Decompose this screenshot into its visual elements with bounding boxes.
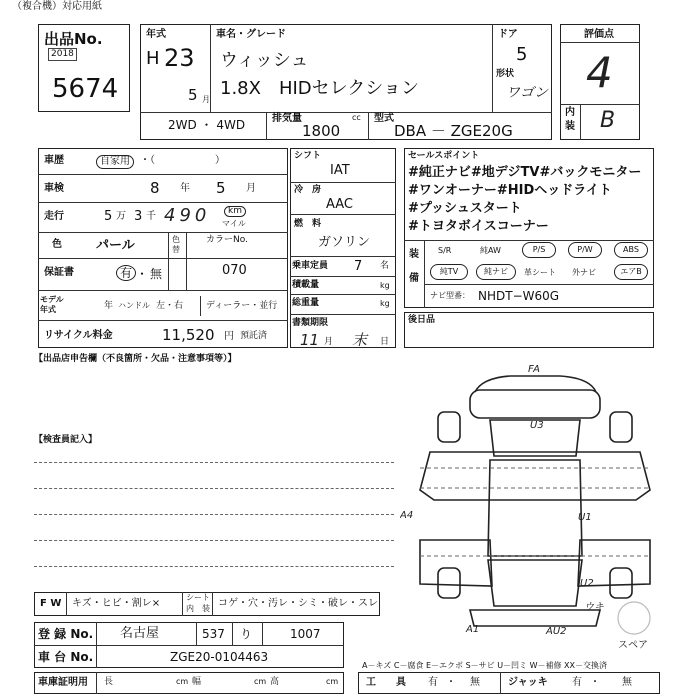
warranty-dot: ・ xyxy=(136,267,149,281)
fw-sheet-1: シート xyxy=(186,593,210,602)
color-change-label-1: 色 xyxy=(172,235,180,244)
handle-label: ハンドル xyxy=(118,301,150,310)
model-grade: 1.8X HIDセレクション xyxy=(220,78,419,99)
shift-value: IAT xyxy=(330,163,350,178)
mileage-sen: 3 xyxy=(134,209,143,224)
doc-deadline-end: 末 xyxy=(352,331,368,349)
doc-deadline-label: 書類期限 xyxy=(292,318,329,328)
shape-value: ワゴン xyxy=(506,85,548,101)
fw-label: F W xyxy=(40,598,62,609)
front-left-tire xyxy=(438,412,460,442)
equip-abs: ABS xyxy=(614,242,648,258)
year-month: 5 xyxy=(188,86,198,104)
form-type: （複合機）対応用紙 xyxy=(12,1,102,12)
inspection-month: 5 xyxy=(216,179,226,197)
drive-options: 2WD ・ 4WD xyxy=(168,118,246,132)
equip-ext-navi: 外ナビ xyxy=(572,268,596,277)
chassis-value: ZGE20-0104463 xyxy=(170,650,269,664)
recycle-amount: 11,520 xyxy=(162,326,215,344)
nav-model: NHDT−W60G xyxy=(478,289,560,303)
capacity-unit: 名 xyxy=(380,261,390,271)
capacity-value: 7 xyxy=(354,259,363,274)
lot-label: 出品No. xyxy=(44,30,103,48)
displacement-label: 排気量 xyxy=(272,113,302,124)
type-value: DBA － ZGE20G xyxy=(394,122,513,140)
mark-rear-right: ウキ xyxy=(584,602,604,613)
jack-no: 無 xyxy=(622,677,632,688)
mileage-man-unit: 万 xyxy=(116,211,126,222)
lot-number: 5674 xyxy=(52,74,119,104)
history-suffix: ・（ ） xyxy=(140,155,225,166)
doc-deadline-unit: 月 xyxy=(324,337,334,347)
fw-items: キズ・ヒビ・割レ× xyxy=(72,598,161,609)
registration-class: 537 xyxy=(202,627,225,641)
shift-label: シフト xyxy=(294,151,322,161)
registration-kana: り xyxy=(240,627,253,641)
mark-left: A4 xyxy=(400,510,414,521)
type-label: 型式 xyxy=(374,113,394,124)
fuel-value: ガソリン xyxy=(318,235,371,250)
handle-value: 左・右 xyxy=(156,301,184,311)
weight-unit: kg xyxy=(380,299,390,308)
capacity-label: 乗車定員 xyxy=(292,261,329,271)
interior-label-2: 装 xyxy=(565,121,575,132)
year-month-unit: 月 xyxy=(202,95,210,104)
equipment-label-2: 備 xyxy=(409,273,419,284)
vehicle-cert-cm3: cm xyxy=(326,677,339,686)
mark-right: U1 xyxy=(578,512,592,523)
sales-point-4: #トヨタボイスコーナー xyxy=(408,219,549,234)
doc-deadline-value: 11 xyxy=(300,331,320,349)
load-label: 積載量 xyxy=(292,280,320,290)
model-year-unit: 年 xyxy=(104,301,114,311)
mark-right-rear: U2 xyxy=(580,578,594,589)
lot-year-stamp: 2018 xyxy=(48,48,77,61)
inspection-year: 8 xyxy=(150,179,160,197)
warranty-no: 無 xyxy=(150,267,163,281)
equip-ps: P/S xyxy=(522,242,556,258)
tools-no: 無 xyxy=(470,677,480,688)
mark-rear-left: A1 xyxy=(466,624,480,635)
mileage-unit-mile: マイル xyxy=(222,219,246,228)
fw-sheet-items: コゲ・穴・汚レ・シミ・破レ・スレ xyxy=(218,598,378,609)
mark-roof: U3 xyxy=(530,420,544,431)
jack-yes: 有 xyxy=(572,677,582,688)
displacement-unit: cc xyxy=(352,113,361,122)
doors-value: 5 xyxy=(516,44,528,65)
model-year-label-1: モデル xyxy=(40,295,64,304)
year-era: H xyxy=(146,48,160,69)
aircon-label: 冷 房 xyxy=(294,185,322,195)
damage-legend: A－キズ C－腐食 E－エクボ S－サビ U－凹ミ W－補修 XX－交換済 xyxy=(362,661,608,670)
model-label: 車名・グレード xyxy=(216,29,286,40)
displacement-value: 1800 xyxy=(302,122,341,140)
equip-airbag: エアB xyxy=(614,264,648,280)
rear-left-tire xyxy=(438,568,460,598)
after-fit-box xyxy=(404,312,654,348)
recycle-unit: 円 xyxy=(224,331,234,342)
equip-pw: P/W xyxy=(568,242,602,258)
trunk-shape xyxy=(488,560,582,606)
vehicle-cert-long: 長 xyxy=(104,677,114,687)
hood-shape xyxy=(470,390,600,418)
color-change-label-2: 替 xyxy=(172,245,180,254)
dealer-value: ディーラー・並行 xyxy=(206,301,278,311)
seller-notes-label: 【出品店申告欄（不良箇所・欠品・注意事項等）】 xyxy=(34,354,237,364)
recycle-label: リサイクル料金 xyxy=(44,330,113,341)
tools-yes: 有 xyxy=(428,677,438,688)
year-value: 23 xyxy=(164,44,195,72)
mark-front: FA xyxy=(528,364,541,375)
equipment-label-1: 装 xyxy=(409,249,419,260)
vehicle-cert-label: 車庫証明用 xyxy=(38,677,88,688)
aircon-value: AAC xyxy=(326,197,353,212)
doc-deadline-day: 日 xyxy=(380,337,390,347)
color-value: パール xyxy=(96,238,135,253)
details-box xyxy=(38,148,288,348)
weight-label: 総重量 xyxy=(292,298,320,308)
inspection-label: 車検 xyxy=(44,183,64,194)
mark-rear-center: AU2 xyxy=(546,626,567,637)
history-label: 車歴 xyxy=(44,155,64,166)
history-value: 自家用 xyxy=(96,155,134,169)
spare-label: スペア xyxy=(618,640,648,650)
fuel-label: 燃 料 xyxy=(294,219,322,229)
sales-point-3: #プッシュスタート xyxy=(408,201,522,216)
spare-tire-icon xyxy=(618,602,650,634)
front-right-tire xyxy=(610,412,632,442)
load-unit: kg xyxy=(380,281,390,290)
model-name: ウィッシュ xyxy=(220,50,309,71)
vehicle-cert-width: 幅 xyxy=(192,677,202,687)
fw-sheet-2: 内 装 xyxy=(186,604,210,613)
mileage-label: 走行 xyxy=(44,211,64,222)
inspection-month-unit: 月 xyxy=(246,183,256,194)
equip-navi: 純ナビ xyxy=(476,264,516,280)
inspection-year-unit: 年 xyxy=(180,183,190,194)
vehicle-cert-height: 高 xyxy=(270,677,280,687)
model-year-label-2: 年式 xyxy=(40,305,56,314)
car-damage-diagram xyxy=(400,360,690,650)
rear-bumper-shape xyxy=(470,610,600,626)
mileage-man: 5 xyxy=(104,209,113,224)
interior-value: B xyxy=(600,108,616,133)
year-label: 年式 xyxy=(146,29,166,40)
registration-label: 登 録 No. xyxy=(38,627,94,641)
score-label: 評価点 xyxy=(584,29,614,40)
equip-tv: 純TV xyxy=(430,264,468,280)
mileage-hand: 490 xyxy=(164,205,211,226)
registration-city: 名古屋 xyxy=(120,626,160,641)
mileage-sen-unit: 千 xyxy=(146,211,156,222)
jack-label: ジャッキ xyxy=(508,677,548,688)
color-no-label: カラーNo. xyxy=(206,235,248,245)
warranty-label: 保証書 xyxy=(44,267,74,278)
left-body-shape xyxy=(420,540,492,586)
equip-leather: 革シート xyxy=(524,268,556,277)
nav-model-label: ナビ型番： xyxy=(430,291,470,300)
sales-point-1: #純正ナビ#地デジTV#バックモニター xyxy=(408,165,642,180)
after-fit-label: 後日品 xyxy=(408,315,436,325)
registration-number: 1007 xyxy=(290,627,321,641)
tools-dot: ・ xyxy=(446,677,456,688)
equip-sr: S/R xyxy=(438,246,452,255)
color-no-value: 070 xyxy=(222,263,247,278)
color-label: 色 xyxy=(52,239,62,250)
equip-aw: 純AW xyxy=(480,246,501,255)
mileage-unit-km: km xyxy=(224,206,246,217)
sales-point-2: #ワンオーナー#HIDヘッドライト xyxy=(408,183,612,198)
shape-label: 形状 xyxy=(496,69,515,79)
vehicle-cert-cm2: cm xyxy=(254,677,267,686)
tools-label: 工 具 xyxy=(366,677,406,688)
sales-points-label: セールスポイント xyxy=(408,151,480,161)
cabin-shape xyxy=(488,460,582,556)
rear-right-tire xyxy=(610,568,632,598)
inspector-notes-label: 【検査員記入】 xyxy=(34,435,98,445)
vehicle-cert-cm1: cm xyxy=(176,677,189,686)
jack-dot: ・ xyxy=(590,677,600,688)
warranty-yes: 有 xyxy=(116,265,136,281)
doors-label: ドア xyxy=(498,29,518,40)
interior-label-1: 内 xyxy=(565,107,575,118)
score-value: 4 xyxy=(586,48,613,97)
recycle-deposit: 預託済 xyxy=(240,331,268,341)
chassis-label: 車 台 No. xyxy=(38,650,94,664)
